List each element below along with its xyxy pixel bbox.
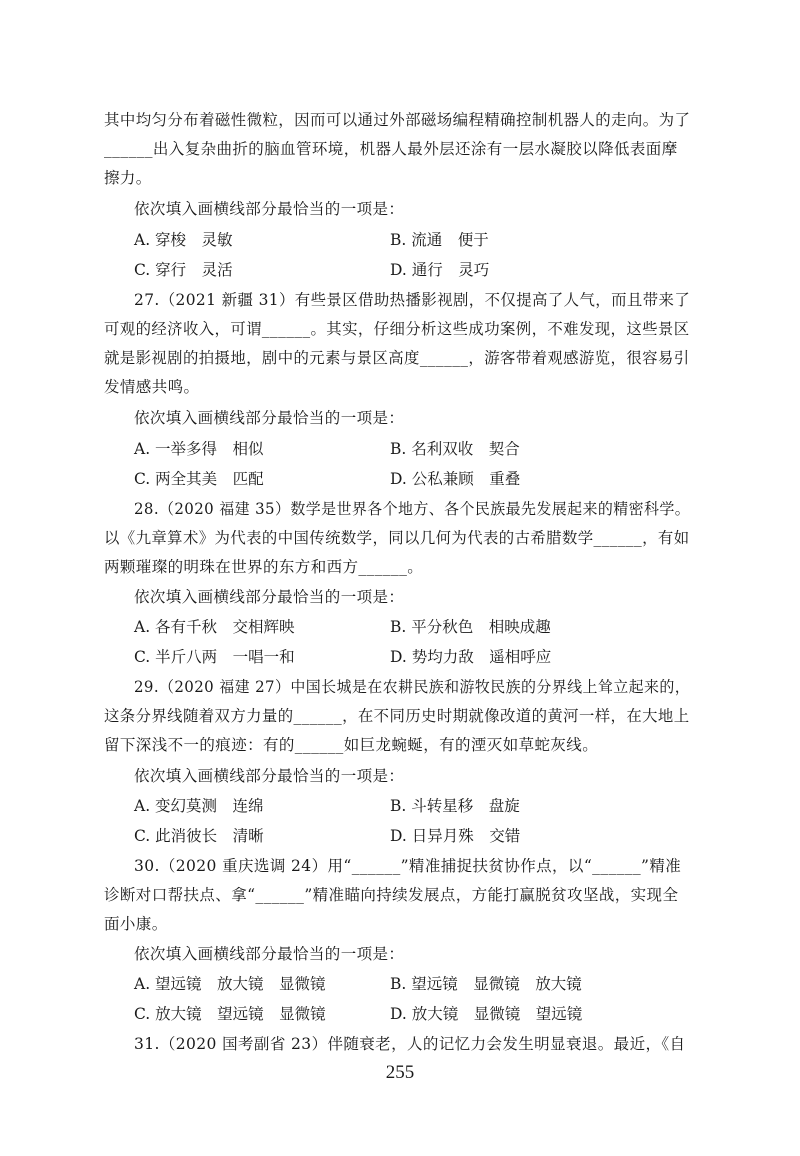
option-c: C. 穿行 灵活 (134, 261, 233, 279)
prompt-line: 依次填入画横线部分最恰当的一项是： (134, 945, 405, 963)
text-line: 这条分界线随着双方力量的______，在不同历史时期就像改道的黄河一样，在大地上 (104, 707, 690, 725)
option-a: A. 一举多得 相似 (134, 440, 264, 458)
text-line: 诊断对口帮扶点、拿“______”精准瞄向持续发展点，方能打赢脱贫攻坚战，实现全 (104, 886, 679, 904)
question-30-start: 30.（2020 重庆选调 24）用“______”精准捕捉扶贫协作点，以“______”精准 (134, 857, 682, 875)
option-d: D. 公私兼顾 重叠 (390, 470, 521, 488)
option-c: C. 此消彼长 清晰 (134, 827, 264, 845)
option-c: C. 半斤八两 一唱一和 (134, 648, 295, 666)
option-b: B. 望远镜 显微镜 放大镜 (390, 975, 582, 993)
prompt-line: 依次填入画横线部分最恰当的一项是： (134, 409, 405, 427)
option-a: A. 变幻莫测 连绵 (134, 797, 264, 815)
text-line: 就是影视剧的拍摄地，剧中的元素与景区高度______，游客带着观感游览，很容易引 (104, 349, 690, 367)
option-b: B. 名利双收 契合 (390, 440, 520, 458)
text-line: 擦力。 (104, 169, 152, 187)
option-d: D. 日异月殊 交错 (390, 827, 521, 845)
page-number: 255 (385, 1062, 415, 1083)
question-29-start: 29.（2020 福建 27）中国长城是在农耕民族和游牧民族的分界线上耸立起来的， (134, 678, 691, 696)
prompt-line: 依次填入画横线部分最恰当的一项是： (134, 588, 405, 606)
text-line: 可观的经济收入，可谓______。其实，仔细分析这些成功案例，不难发现，这些景区 (104, 320, 690, 338)
option-b: B. 流通 便于 (390, 231, 489, 249)
question-31-start: 31.（2020 国考副省 23）伴随衰老，人的记忆力会发生明显衰退。最近，《自 (134, 1035, 686, 1053)
question-28-start: 28.（2020 福建 35）数学是世界各个地方、各个民族最先发展起来的精密科学。 (134, 500, 691, 518)
text-line: 其中均匀分布着磁性微粒，因而可以通过外部磁场编程精确控制机器人的走向。为了 (104, 111, 691, 129)
option-b: B. 平分秋色 相映成趣 (390, 618, 551, 636)
option-a: A. 望远镜 放大镜 显微镜 (134, 975, 326, 993)
option-b: B. 斗转星移 盘旋 (390, 797, 520, 815)
text-line: 面小康。 (104, 915, 168, 933)
text-line: 留下深浅不一的痕迹：有的______如巨龙蜿蜒，有的湮灭如草蛇灰线。 (104, 736, 599, 754)
option-a: A. 各有千秋 交相辉映 (134, 618, 295, 636)
option-d: D. 通行 灵巧 (390, 261, 490, 279)
option-d: D. 放大镜 显微镜 望远镜 (390, 1005, 583, 1023)
prompt-line: 依次填入画横线部分最恰当的一项是： (134, 767, 405, 785)
option-c: C. 两全其美 匹配 (134, 470, 264, 488)
text-line: ______出入复杂曲折的脑血管环境，机器人最外层还涂有一层水凝胶以降低表面摩 (104, 140, 678, 158)
question-27-start: 27.（2021 新疆 31）有些景区借助热播影视剧，不仅提高了人气，而且带来了 (134, 291, 691, 309)
text-line: 发情感共鸣。 (104, 378, 200, 396)
option-d: D. 势均力敌 遥相呼应 (390, 648, 552, 666)
text-line: 两颗璀璨的明珠在世界的东方和西方______。 (104, 558, 424, 576)
option-c: C. 放大镜 望远镜 显微镜 (134, 1005, 326, 1023)
text-line: 以《九章算术》为代表的中国传统数学，同以几何为代表的古希腊数学______，有如 (104, 529, 690, 547)
prompt-line: 依次填入画横线部分最恰当的一项是： (134, 200, 405, 218)
option-a: A. 穿梭 灵敏 (134, 231, 233, 249)
